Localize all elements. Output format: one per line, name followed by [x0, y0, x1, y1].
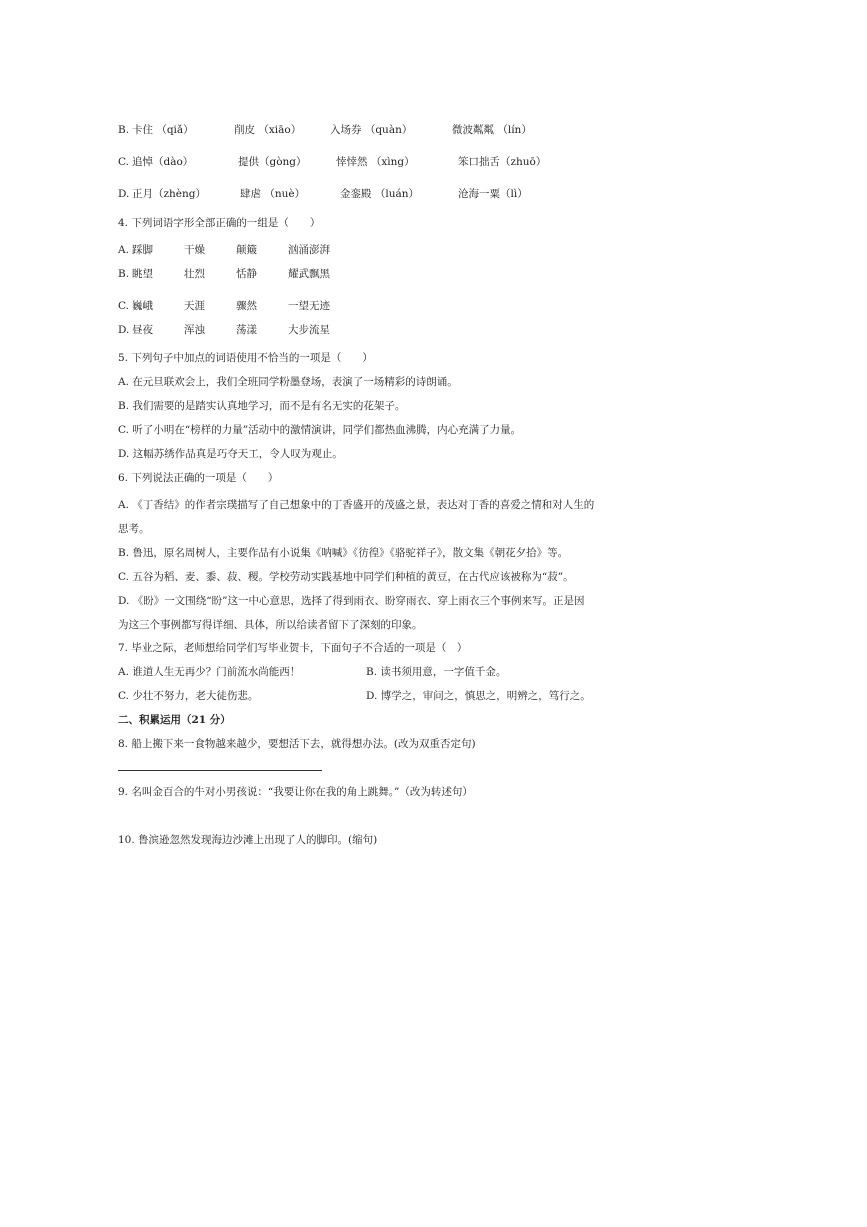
- option-item: 踩脚: [132, 244, 153, 256]
- q7-option-a: A. 谁道人生无再少？门前流水尚能西！: [118, 666, 301, 678]
- option-item: 浑浊: [184, 324, 205, 336]
- option-item: 正月（zhèng）: [132, 188, 206, 200]
- option-item: 壮烈: [184, 268, 205, 280]
- option-item: 耀武飘黑: [288, 268, 330, 280]
- q4-stem: 4. 下列词语字形全部正确的一组是（ ）: [118, 217, 321, 229]
- option-label: C.: [118, 300, 129, 312]
- q5-stem: 5. 下列句子中加点的词语使用不恰当的一项是（ ）: [118, 352, 373, 364]
- q9-text: 9. 名叫金百合的牛对小男孩说：“我要让你在我的角上跳舞。”（改为转述句）: [118, 786, 473, 798]
- option-item: 大步流星: [288, 324, 330, 336]
- q5-option-d: D. 这幅苏绣作品真是巧夺天工，令人叹为观止。: [118, 448, 343, 460]
- q6-option-c: C. 五谷为稻、麦、黍、菽、稷。学校劳动实践基地中同学们种植的黄豆，在古代应该被称为“菽”。: [118, 571, 574, 583]
- q7-option-d: D. 博学之，审问之，慎思之，明辨之，笃行之。: [366, 690, 591, 702]
- option-item: 卡住 （qiǎ）: [132, 124, 194, 136]
- section-heading: 二、积累运用（21 分）: [118, 714, 231, 726]
- q6-option-d-line1: D. 《盼》一文围绕“盼”这一中心意思，选择了得到雨衣、盼穿雨衣、穿上雨衣三个事例来写。正是因: [118, 595, 585, 607]
- q7-stem: 7. 毕业之际，老师想给同学们写毕业贺卡，下面句子不合适的一项是（ ）: [118, 642, 468, 654]
- q6-option-d-line2: 为这三个事例都写得详细、具体，所以给读者留下了深刻的印象。: [118, 619, 423, 631]
- option-item: 入场券 （quàn）: [330, 124, 413, 136]
- option-item: 巍峨: [132, 300, 153, 312]
- q6-option-a-line1: A. 《丁香结》的作者宗璞描写了自己想象中的丁香盛开的茂盛之景，表达对丁香的喜爱之情和对人生的: [118, 499, 595, 511]
- q6-option-a-line2: 思考。: [118, 523, 150, 535]
- q8-text: 8. 船上搬下来一食物越来越少，要想活下去，就得想办法。(改为双重否定句): [118, 738, 476, 750]
- option-label: C.: [118, 156, 129, 168]
- option-item: 颠簸: [236, 244, 257, 256]
- option-label: A.: [118, 244, 129, 256]
- option-item: 金銮殿 （luán）: [340, 188, 419, 200]
- q10-text: 10. 鲁滨逊忽然发现海边沙滩上出现了人的脚印。(缩句): [118, 834, 378, 846]
- q6-stem: 6. 下列说法正确的一项是（ ）: [118, 472, 279, 484]
- option-label: D.: [118, 188, 130, 200]
- option-item: 追悼（dào）: [132, 156, 194, 168]
- option-item: 恬静: [236, 268, 257, 280]
- q6-option-b: B. 鲁迅，原名周树人，主要作品有小说集《呐喊》《彷徨》《骆驼祥子》，散文集《朝花夕拾》等。: [118, 547, 569, 559]
- option-item: 昼夜: [132, 324, 153, 336]
- option-item: 提供（gòng）: [238, 156, 307, 168]
- q5-option-a: A. 在元旦联欢会上，我们全班同学粉墨登场，表演了一场精彩的诗朗诵。: [118, 376, 458, 388]
- option-item: 一望无迹: [288, 300, 330, 312]
- option-item: 天涯: [184, 300, 205, 312]
- option-label: B.: [118, 268, 130, 280]
- q7-option-c: C. 少壮不努力，老大徒伤悲。: [118, 690, 259, 702]
- option-item: 干燥: [184, 244, 205, 256]
- option-item: 荡漾: [236, 324, 257, 336]
- option-item: 骤然: [236, 300, 257, 312]
- option-item: 悻悻然 （xìng）: [336, 156, 415, 168]
- option-label: D.: [118, 324, 130, 336]
- option-item: 汹涌澎湃: [288, 244, 330, 256]
- q7-option-b: B. 读书须用意，一字值千金。: [366, 666, 507, 678]
- answer-blank-line[interactable]: [118, 770, 322, 771]
- option-item: 沧海一粟（lì）: [458, 188, 528, 200]
- option-item: 肆虐 （nuè）: [240, 188, 306, 200]
- option-item: 眺望: [132, 268, 153, 280]
- q5-option-b: B. 我们需要的是踏实认真地学习，而不是有名无实的花架子。: [118, 400, 406, 412]
- option-item: 微波粼粼 （lín）: [452, 124, 532, 136]
- option-item: 削皮 （xiāo）: [234, 124, 302, 136]
- q5-option-c: C. 听了小明在“榜样的力量”活动中的激情演讲，同学们都热血沸腾，内心充满了力量。: [118, 424, 522, 436]
- option-label: B.: [118, 124, 130, 136]
- option-item: 笨口拙舌（zhuō）: [458, 156, 547, 168]
